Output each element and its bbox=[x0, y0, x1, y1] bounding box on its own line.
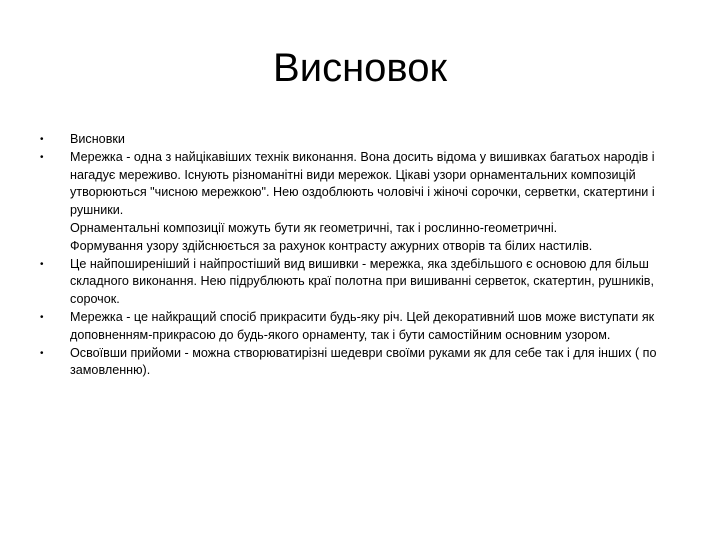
slide-title-text: Висновок bbox=[273, 46, 447, 90]
bullet-text: Висновки bbox=[70, 132, 125, 146]
bullet-item-common-type bbox=[40, 256, 680, 309]
bullet-text: Мережка - одна з найцікавіших технік виконання. Вона досить відома у вишивках багатьох народів і нагадує мереживо. Існують різноманітні види мережок. Цікаві узори орнаментальних композицій утворюються "чисною мережкою". Нею оздоблюють чоловічі і жіночі сорочки, серветки, скатертини і рушники. bbox=[70, 149, 655, 218]
bullet-icon: • bbox=[40, 151, 44, 163]
bullet-text: Формування узору здійснюється за рахунок контрасту ажурних отворів та білих настилів. bbox=[70, 238, 593, 253]
bullet-text: Це найпоширеніший і найпростіший вид вишивки - мережка, яка здебільшого є основою для більш складного виконання. Нею підрублюють краї полотна при вишиванні серветок, скатертин, рушників, сорочок. bbox=[70, 256, 654, 307]
bullet-item-merezhka-intro bbox=[40, 149, 680, 256]
bullet-icon: • bbox=[40, 134, 44, 145]
bullet-item-best-way bbox=[40, 309, 680, 345]
bullet-item-conclusions bbox=[40, 131, 680, 149]
bullet-text: Освоївши прийоми - можна створюватирізні шедеври своїми руками як для себе так і для інших ( по замовленню). bbox=[70, 345, 657, 378]
bullet-icon: • bbox=[40, 347, 44, 359]
bullet-text: Орнаментальні композиції можуть бути як геометричні, так і рослинно-геометричні. bbox=[70, 220, 558, 235]
bullet-icon: • bbox=[40, 311, 44, 323]
bullet-text: Мережка - це найкращий спосіб прикрасити будь-яку річ. Цей декоративний шов може виступати як доповненням-прикрасою до будь-якого орнаменту, так і бути самостійним основним узором. bbox=[70, 309, 655, 342]
bullet-item-mastering bbox=[40, 345, 680, 381]
bullet-icon: • bbox=[40, 258, 44, 270]
bullet-list bbox=[40, 131, 680, 380]
slide-title bbox=[0, 44, 720, 92]
